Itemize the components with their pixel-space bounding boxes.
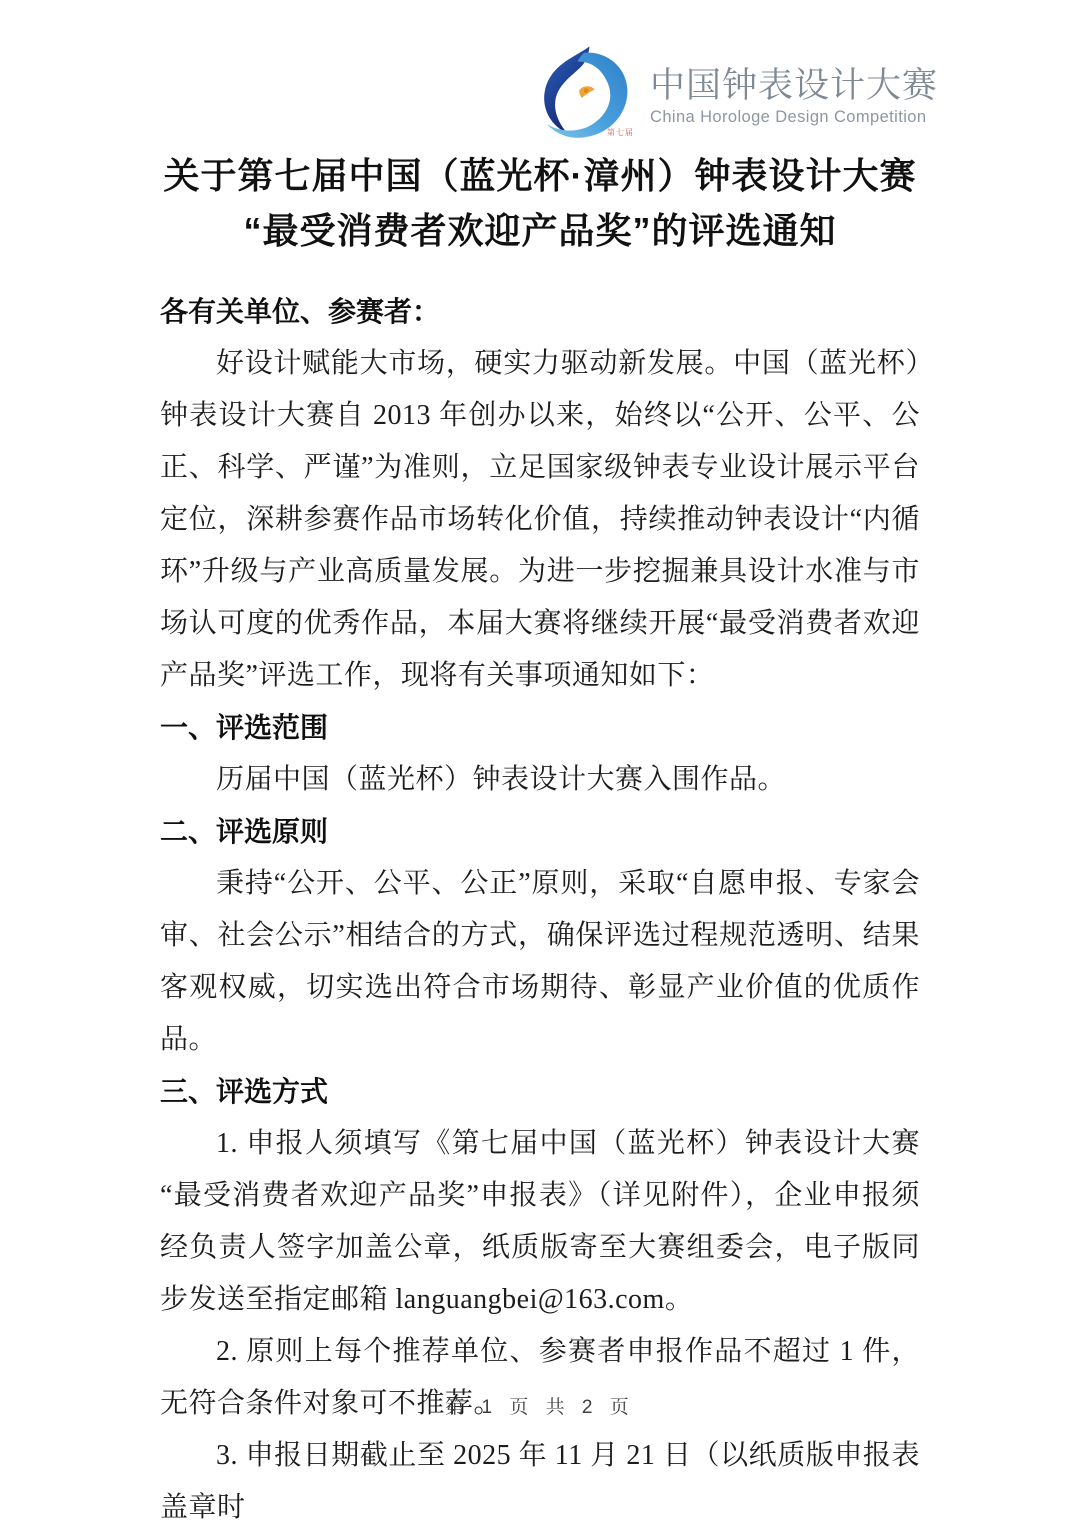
logo-edition-mark: 第七届: [607, 128, 634, 137]
intro-paragraph: 好设计赋能大市场，硬实力驱动新发展。中国（蓝光杯）钟表设计大赛自 2013 年创办以来，始终以“公开、公平、公正、科学、严谨”为准则，立足国家级钟表专业设计展示平台定位，深耕参赛作品市场转化价值，持续推动钟表设计“内循环”升级与产业高质量发展。为进一步挖掘兼具设计水准与市场认可度的优秀作品，本届大赛将继续开展“最受消费者欢迎产品奖”评选工作，现将有关事项通知如下：: [160, 348, 920, 691]
section-3-item-3: 3. 申报日期截止至 2025 年 11 月 21 日（以纸质版申报表盖章时: [160, 1440, 920, 1523]
section-1-paragraph: 历届中国（蓝光杯）钟表设计大赛入围作品。: [216, 764, 787, 795]
document-title-line1: 关于第七届中国（蓝光杯·漳州）钟表设计大赛: [163, 155, 917, 196]
competition-logo-icon: [530, 42, 638, 150]
section-3-item-1: 1. 申报人须填写《第七届中国（蓝光杯）钟表设计大赛“最受消费者欢迎产品奖”申报表》（详见附件），企业申报须经负责人签字加盖公章，纸质版寄至大赛组委会，电子版同步发送至指定邮箱 languangbei@163.com。: [160, 1128, 920, 1315]
section-2-paragraph: 秉持“公开、公平、公正”原则，采取“自愿申报、专家会审、社会公示”相结合的方式，确保评选过程规范透明、结果客观权威，切实选出符合市场期待、彰显产业价值的优质作品。: [160, 868, 920, 1055]
section-3-item-2: 2. 原则上每个推荐单位、参赛者申报作品不超过 1 件，无符合条件对象可不推荐。: [160, 1336, 920, 1419]
logo-header: [530, 42, 938, 150]
document-title-line2: “最受消费者欢迎产品奖”的评选通知: [243, 210, 837, 251]
document-title: [160, 148, 920, 258]
section-heading-2: 二、评选原则: [160, 816, 329, 847]
section-heading-1: 一、评选范围: [160, 712, 329, 743]
section-heading-3: 三、评选方式: [160, 1076, 329, 1107]
document-body: [160, 286, 920, 1534]
logo-subtitle-en: China Horologe Design Competition: [650, 107, 927, 126]
page-number: 第 1 页 共 2 页: [445, 1397, 635, 1418]
logo-text-block: [650, 66, 938, 127]
salutation: 各有关单位、参赛者：: [160, 296, 441, 327]
logo-title-cn: 中国钟表设计大赛: [650, 65, 939, 105]
